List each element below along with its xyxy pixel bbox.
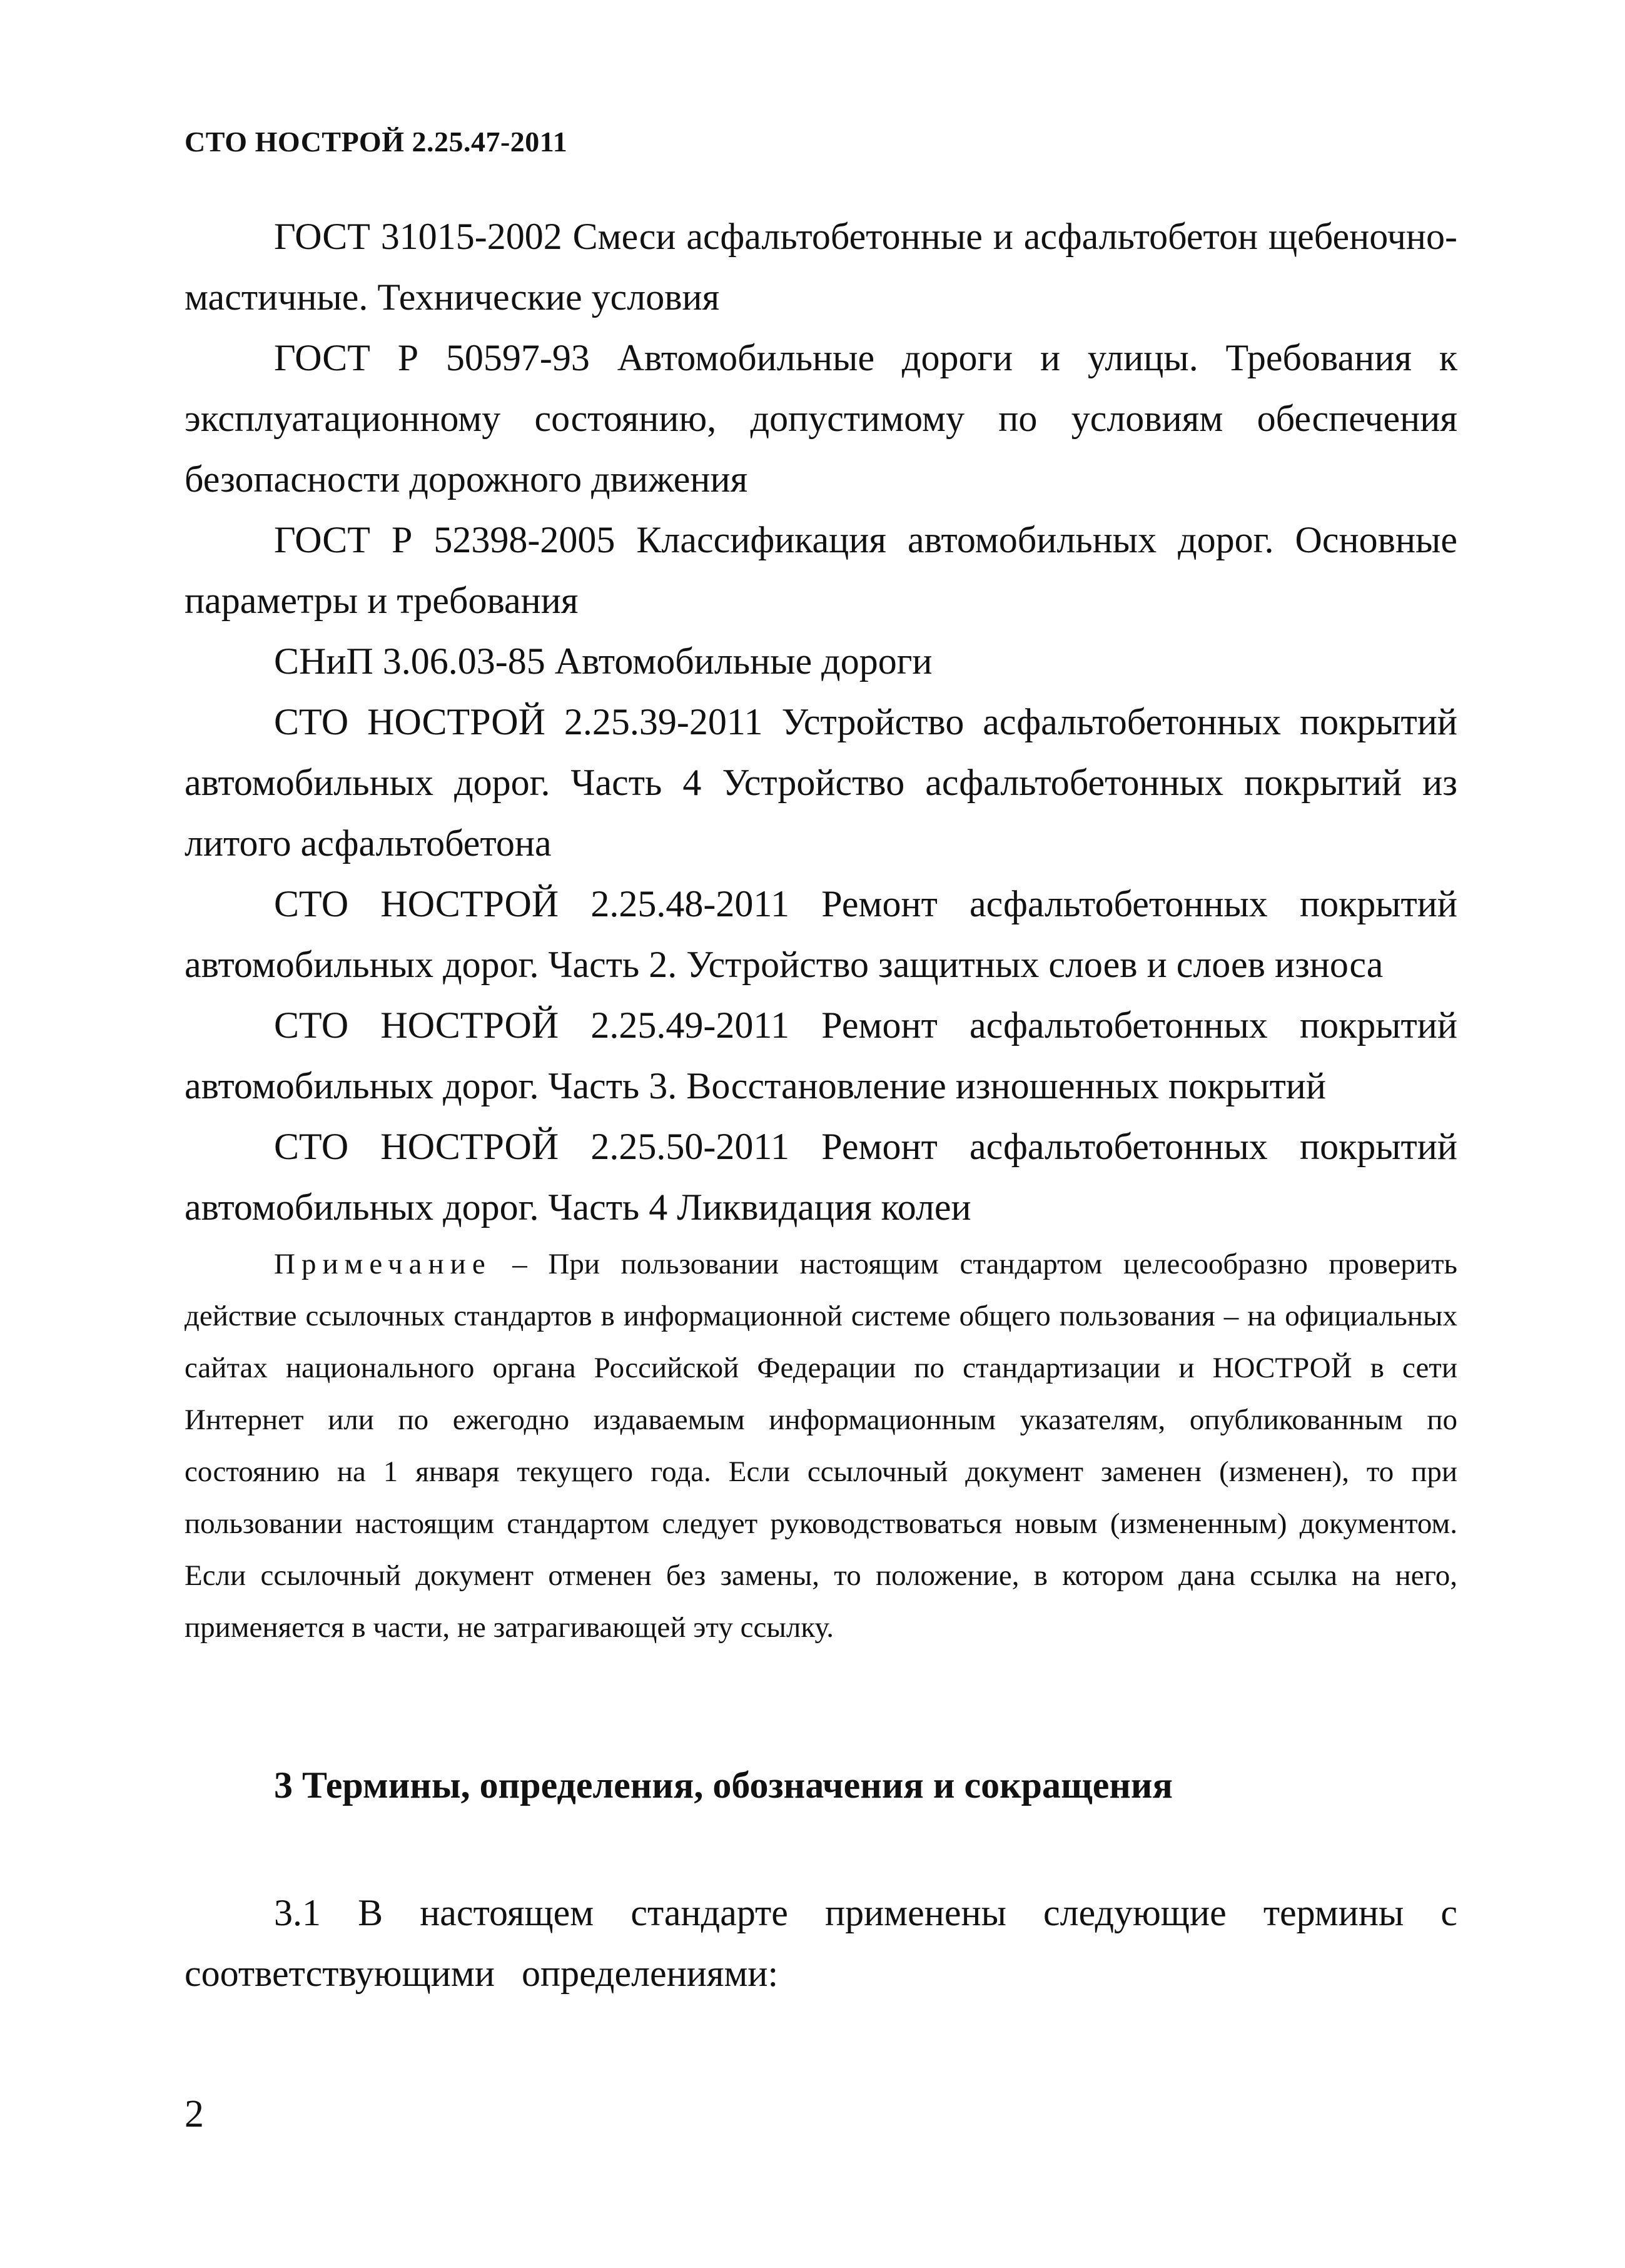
normative-references-list (185, 206, 1457, 1238)
reference-item: СТО НОСТРОЙ 2.25.49-2011 Ремонт асфальтобетонных покрытий автомобильных дорог. Часть 3. Восстановление изношенных покрытий (185, 1005, 1457, 1106)
reference-item: ГОСТ 31015-2002 Смеси асфальтобетонные и асфальтобетон щебеночно-мастичные. Технические условия (185, 216, 1457, 318)
note-label: Примечание (274, 1248, 492, 1280)
note-paragraph (185, 1238, 1457, 1654)
reference-item: СТО НОСТРОЙ 2.25.50-2011 Ремонт асфальтобетонных покрытий автомобильных дорог. Часть 4 Ликвидация колеи (185, 1126, 1457, 1228)
page-number: 2 (185, 2093, 204, 2135)
reference-item: ГОСТ Р 52398-2005 Классификация автомобильных дорог. Основные параметры и требования (185, 519, 1457, 621)
clause-paragraph: 3.1 В настоящем стандарте применены следующие термины с соответствующими определениями: (185, 1892, 1457, 1994)
note-text: – При пользовании настоящим стандартом целесообразно проверить действие ссылочных стандартов в информационной системе общего пользования – на официальных сайтах национального органа Российской Федерации по стандартизации и НОСТРОЙ в сети Интернет или по ежегодно издаваемым информационным указателям, опубликованным по состоянию на 1 января текущего года. Если ссылочный документ заменен (изменен), то при пользовании настоящим стандартом следует руководствоваться новым (измененным) документом. Если ссылочный документ отменен без замены, то положение, в котором дана ссылка на него, применяется в части, не затрагивающей эту ссылку. (185, 1248, 1457, 1644)
reference-item: СТО НОСТРОЙ 2.25.39-2011 Устройство асфальтобетонных покрытий автомобильных дорог. Часть 4 Устройство асфальтобетонных покрытий из литого асфальтобетона (185, 701, 1457, 864)
reference-item: СНиП 3.06.03-85 Автомобильные дороги (274, 640, 933, 682)
document-header: СТО НОСТРОЙ 2.25.47-2011 (185, 126, 568, 158)
reference-item: ГОСТ Р 50597-93 Автомобильные дороги и улицы. Требования к эксплуатационному состоянию, допустимому по условиям обеспечения безопасности дорожного движения (185, 337, 1457, 500)
reference-item: СТО НОСТРОЙ 2.25.48-2011 Ремонт асфальтобетонных покрытий автомобильных дорог. Часть 2. Устройство защитных слоев и слоев износа (185, 883, 1457, 985)
section-heading: 3 Термины, определения, обозначения и сокращения (274, 1764, 1173, 1806)
